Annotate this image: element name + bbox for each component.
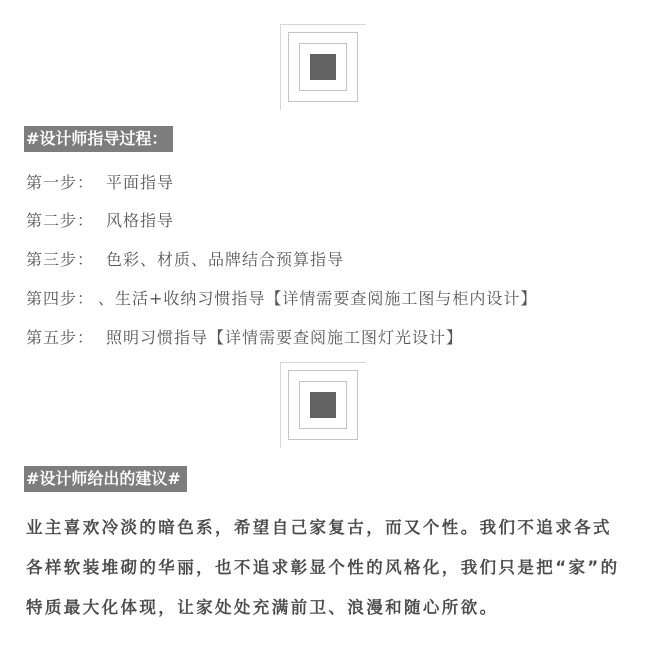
advice-heading: #设计师给出的建议#: [24, 466, 187, 492]
step-text: 照明习惯指导【详情需要查阅施工图灯光设计】: [106, 328, 464, 347]
advice-paragraph: 业主喜欢冷淡的暗色系，希望自己家复古，而又个性。我们不追求各式各样软装堆砌的华丽，也不追求彰显个性的风格化，我们只是把“家”的特质最大化体现，让家处处充满前卫、浪漫和随心所欲。: [26, 518, 620, 617]
step-text: 、生活+收纳习惯指导【详情需要查阅施工图与柜内设计】: [98, 289, 538, 308]
nested-square-icon: [280, 24, 366, 110]
step-label: 第五步：: [26, 328, 95, 347]
process-heading: #设计师指导过程：: [24, 126, 173, 152]
step-label: 第三步：: [26, 250, 95, 269]
step-text: 平面指导: [106, 173, 175, 192]
step-item: [26, 170, 174, 193]
step-item: [26, 325, 463, 348]
step-label: 第一步：: [26, 173, 95, 192]
step-text: 色彩、材质、品牌结合预算指导: [106, 250, 345, 269]
nested-square-icon: [280, 362, 366, 448]
step-item: [26, 286, 537, 309]
step-item: [26, 208, 174, 231]
step-label: 第四步：: [26, 289, 87, 308]
step-text: 风格指导: [106, 211, 175, 230]
step-item: [26, 247, 344, 270]
step-label: 第二步：: [26, 211, 95, 230]
